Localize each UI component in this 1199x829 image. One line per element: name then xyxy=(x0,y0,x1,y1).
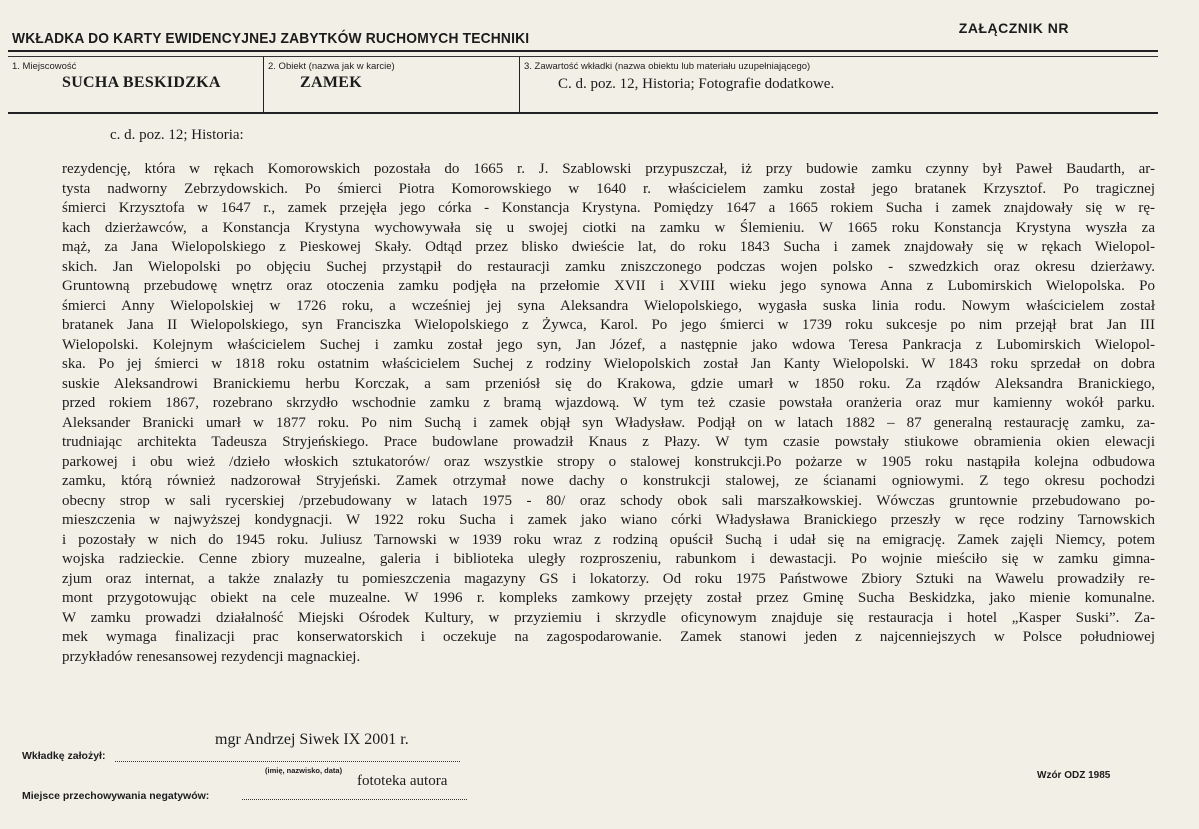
negatives-dotted-line xyxy=(242,799,467,800)
text-line: parkowej i obu wież /dzieło włoskich sztukatorów/ oraz wszystkie stropy o stalowej konstrukcji.Po pożarze w 1905 roku nastąpiła kolejna odbudowa xyxy=(62,453,1155,470)
text-line: zamku, którą również nadzorował Stryjeński. Zamek otrzymał nowe dachy o konstrukcji stalowej, ze ścianami ogniowymi. Z tego okresu pochodzi xyxy=(62,473,1155,489)
header-fields xyxy=(8,57,1158,114)
text-line: i pozostały w nich do 1945 roku. Juliusz Tarnowski w 1939 roku wraz z rodziną opuścił Suchą i udał się na emigrację. Zamek zajęli Niemcy, potem xyxy=(62,531,1155,548)
text-line: przed rokiem 1867, rozebrano skrzydło wschodnie zamku z bramą wjazdową. W tym też czasie powstała oranżeria oraz mur kamienny wokół parku. xyxy=(62,395,1155,411)
made-by-label: Wkładkę założył: xyxy=(22,750,106,762)
text-line: mąż, za Jana Wielopolskiego z Pieskowej Skały. Odtąd przez blisko dwieście lat, do roku 1843 Sucha i zamek znajdowały się w rękach Wielopol- xyxy=(62,239,1155,255)
locality-label: 1. Miejscowość xyxy=(12,61,77,72)
text-line: Aleksander Branicki umarł w 1877 roku. Po nim Suchą i zamek objął syn Władysław. Podjął on w latach 1882 – 87 generalną restaurację zamku, za- xyxy=(62,414,1155,431)
text-line: Gruntowną przebudowę wnętrz oraz otoczenia zamku podjęła na przełomie XVII i XVIII wieku jego synowa Anna z Lubomirskich Wielopolska. Po xyxy=(62,278,1155,294)
top-rule xyxy=(8,50,1158,52)
text-line: mont przygotowując obiekt na cele muzealne. W 1996 r. kompleks zamkowy przejęty został przez Gminę Sucha Beskidzka, jako mienie komunalne. xyxy=(62,590,1155,606)
text-line: ska. Po jej śmierci w 1818 roku ostatnim właścicielem Suchej z rodziny Wielopolskich został Jan Kanty Wielopolski. W 1843 roku sprzedał on dobra xyxy=(62,356,1155,372)
continuation-heading: c. d. poz. 12; Historia: xyxy=(110,127,244,143)
text-line: śmierci Krzysztofa w 1647 r., zamek przejęła jego córka - Konstancja Krystyna. Pomiędzy 1647 a 1665 rokiem Sucha i zamek znajdowały się w rę- xyxy=(62,200,1155,216)
text-line: W zamku prowadzi działalność Miejski Ośrodek Kultury, w przyziemiu i skrzydle oficynowym znajduje się restauracja i hotel „Kasper Suski”. Za- xyxy=(62,609,1155,626)
author-signature: mgr Andrzej Siwek IX 2001 r. xyxy=(215,731,409,748)
text-line: przykładów renesansowej rezydencji magnackiej. xyxy=(62,648,361,665)
negatives-value: fototeka autora xyxy=(357,773,448,789)
form-code: Wzór ODZ 1985 xyxy=(1037,770,1111,781)
made-by-sublabel: (imię, nazwisko, data) xyxy=(265,766,343,775)
text-line: trudniając architekta Tadeusza Stryjeńskiego. Prace budowlane prowadził Knaus z Płazy. W tym czasie powstały stiukowe obramienia okien elewacji xyxy=(62,434,1155,450)
form-title: WKŁADKA DO KARTY EWIDENCYJNEJ ZABYTKÓW RUCHOMYCH TECHNIKI xyxy=(12,30,530,47)
text-line: kach dzierżawców, a Konstancja Krystyna wychowywała się u swojej ciotki na zamku w Ślemieniu. W 1665 roku Konstancja Krystyna wyszła za xyxy=(62,219,1155,236)
locality-cell xyxy=(8,57,264,112)
made-by-dotted-line xyxy=(115,761,460,762)
object-label: 2. Obiekt (nazwa jak w karcie) xyxy=(268,61,395,72)
object-value: ZAMEK xyxy=(300,74,362,91)
text-line: rezydencję, która w rękach Komorowskich pozostała do 1665 r. J. Szablowski przypuszczał, iż przy budowie zamku czynny był Paweł Baudarth, ar- xyxy=(62,161,1155,177)
text-line: wojska radzieckie. Cenne zbiory muzealne, galeria i biblioteka uległy rozproszeniu, rabunkom i dewastacji. Po wojnie mieściło się w zamku gimna- xyxy=(62,551,1155,567)
content-cell xyxy=(520,57,1158,112)
object-cell xyxy=(264,57,520,112)
text-line: tysta nadworny Zebrzydowskich. Po śmierci Piotra Komorowskiego w 1640 r. właścicielem zamku został jego bratanek Krzysztof. Po tragicznej xyxy=(62,180,1155,197)
text-line: suskie Aleksandrowi Branickiemu herbu Korczak, a sam przeniósł się do Krakowa, gdzie umarł w 1850 roku. Za rządów Aleksandra Branickiego, xyxy=(62,375,1155,392)
text-line: mek wymaga finalizacji prac konserwatorskich i oczekuje na zagospodarowanie. Zamek stanowi jeden z najcenniejszych w Polsce południowej xyxy=(62,629,1155,645)
locality-value: SUCHA BESKIDZKA xyxy=(62,74,221,91)
text-line: Wielopolski. Kolejnym właścicielem Suchej i zamku został jego syn, Jan Józef, a następnie jako wdowa Teresa Pankracja z Lubomirskich Wielopol- xyxy=(62,336,1155,353)
content-value: C. d. poz. 12, Historia; Fotografie dodatkowe. xyxy=(558,76,835,92)
text-line: bratanek Jana II Wielopolskiego, syn Franciszka Wielopolskiego z Żywca, Karol. Po jego śmierci w 1739 roku sukcesje po nim przejął brat Jan III xyxy=(62,317,1155,333)
text-line: obecny strop w sali rycerskiej /przebudowany w latach 1975 - 80/ oraz schody obok sali marszałkowskiej. Wówczas gruntownie przebudowano po- xyxy=(62,492,1155,509)
negatives-label: Miejsce przechowywania negatywów: xyxy=(22,790,210,802)
text-line: zjum oraz internat, a także znalazły tu pomieszczenia magazyny GS i lokatorzy. Od roku 1975 Państwowe Zbiory Sztuki na Wawelu prowadziły re- xyxy=(62,570,1155,587)
content-label: 3. Zawartość wkładki (nazwa obiektu lub materiału uzupełniającego) xyxy=(524,61,811,72)
annex-label: ZAŁĄCZNIK NR xyxy=(958,20,1069,36)
text-line: śmierci Anny Wielopolskiej w 1726 roku, a wcześniej jej syna Aleksandra Wielopolskiego, wygasła suska linia rodu. Nowym właścicielem został xyxy=(62,297,1155,314)
text-line: mieszczenia w najwyższej kondygnacji. W 1922 roku Sucha i zamek jako wiano córki Władysława Branickiego przeszły w ręce rodziny Tarnowskich xyxy=(62,512,1155,528)
text-line: skich. Jan Wielopolski po objęciu Suchej przystąpił do restauracji zamku zniszczonego podczas wojen polsko - szwedzkich oraz okresu dzierżawy. xyxy=(62,258,1155,275)
history-text xyxy=(62,160,1155,667)
